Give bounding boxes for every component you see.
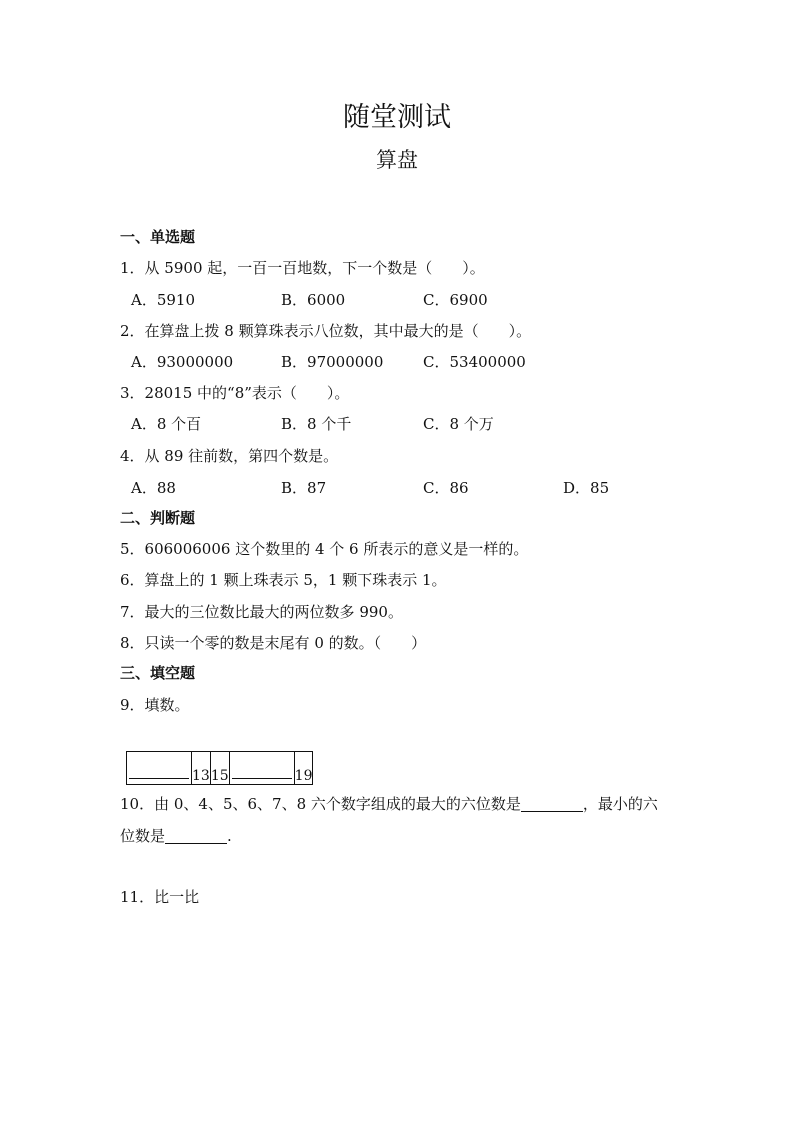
answer-blank[interactable] bbox=[165, 828, 227, 844]
q2-option-c: C．53400000 bbox=[423, 353, 526, 371]
q1-option-a: A．5910 bbox=[131, 291, 196, 309]
q4-option-b: B．87 bbox=[281, 479, 327, 497]
question-11: 11．比一比 bbox=[120, 888, 200, 906]
q10-text-c: 位数是 bbox=[120, 827, 166, 845]
q10-text-d: . bbox=[227, 827, 232, 845]
q3-option-b: B．8 个千 bbox=[281, 415, 352, 433]
q3-option-c: C．8 个万 bbox=[423, 415, 494, 433]
q1-option-b: B．6000 bbox=[281, 291, 346, 309]
question-2: 2．在算盘上拨 8 颗算珠表示八位数，其中最大的是（ ）。 bbox=[120, 322, 532, 340]
q2-option-b: B．97000000 bbox=[281, 353, 384, 371]
question-6: 6．算盘上的 1 颗上珠表示 5，1 颗下珠表示 1。 bbox=[120, 571, 447, 589]
q10-text-a: 10．由 0、4、5、6、7、8 六个数字组成的最大的六位数是 bbox=[120, 795, 521, 813]
question-10-line-2 bbox=[120, 825, 232, 847]
q10-text-b: ，最小的六 bbox=[582, 795, 658, 813]
sequence-blank-cell[interactable] bbox=[229, 752, 294, 785]
sequence-cell: 13 bbox=[192, 752, 211, 785]
page-title: 随堂测试 bbox=[343, 102, 451, 133]
question-3: 3．28015 中的“8”表示（ ）。 bbox=[120, 384, 350, 402]
number-sequence-table bbox=[126, 751, 313, 785]
q4-option-c: C．86 bbox=[423, 479, 469, 497]
sequence-cell: 15 bbox=[210, 752, 229, 785]
section-heading-single-choice: 一、单选题 bbox=[120, 228, 196, 246]
q4-option-d: D．85 bbox=[563, 479, 610, 497]
sequence-blank-cell[interactable] bbox=[127, 752, 192, 785]
question-5: 5．606006006 这个数里的 4 个 6 所表示的意义是一样的。 bbox=[120, 540, 529, 558]
question-4: 4．从 89 往前数，第四个数是。 bbox=[120, 447, 339, 465]
question-8: 8．只读一个零的数是末尾有 0 的数。（ ） bbox=[120, 634, 427, 652]
section-heading-fill-blank: 三、填空题 bbox=[120, 664, 196, 682]
q1-option-c: C．6900 bbox=[423, 291, 488, 309]
q2-option-a: A．93000000 bbox=[131, 353, 234, 371]
answer-blank[interactable] bbox=[521, 796, 583, 812]
section-heading-true-false: 二、判断题 bbox=[120, 509, 196, 527]
page-subtitle: 算盘 bbox=[376, 148, 418, 172]
question-1: 1．从 5900 起，一百一百地数，下一个数是（ ）。 bbox=[120, 259, 485, 277]
q3-option-a: A．8 个百 bbox=[131, 415, 202, 433]
question-10-line-1 bbox=[120, 793, 658, 815]
sequence-cell: 19 bbox=[294, 752, 313, 785]
question-7: 7．最大的三位数比最大的两位数多 990。 bbox=[120, 603, 403, 621]
q4-option-a: A．88 bbox=[131, 479, 176, 497]
question-9: 9．填数。 bbox=[120, 696, 190, 714]
